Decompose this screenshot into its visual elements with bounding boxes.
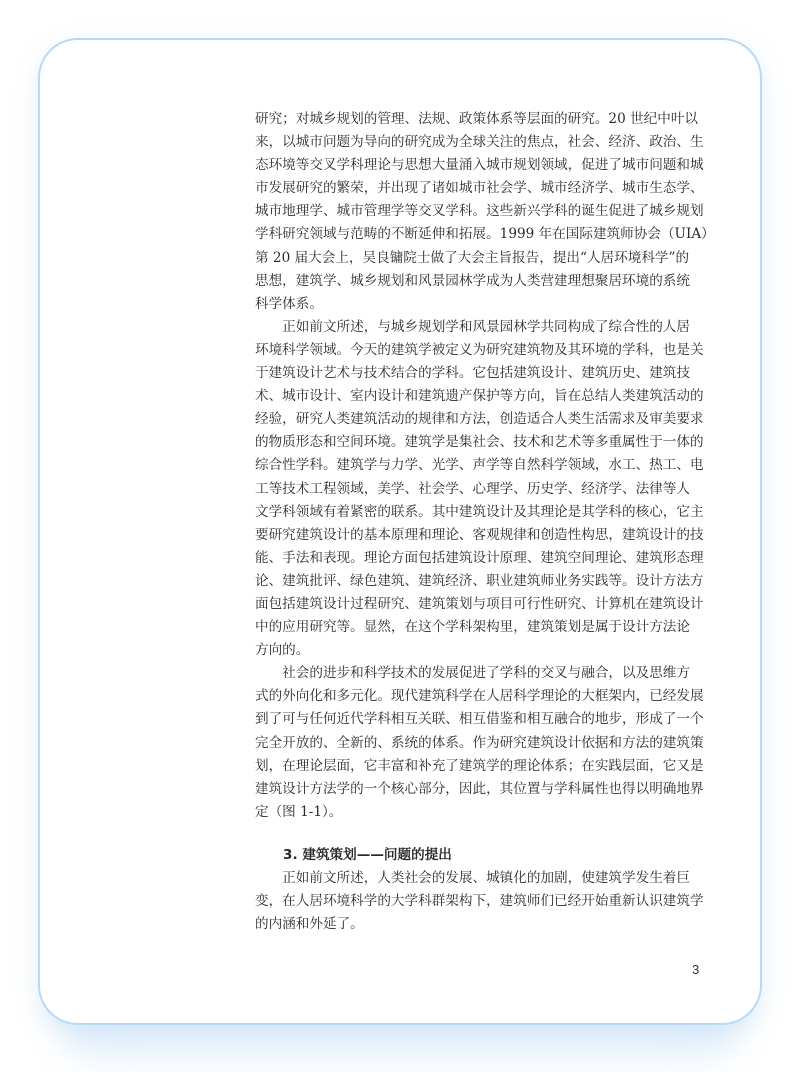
text-line: 市发展研究的繁荣，并出现了诸如城市社会学、城市经济学、城市生态学、	[255, 180, 704, 197]
document-body	[255, 108, 715, 936]
text-line: 要研究建筑设计的基本原理和理论、客观规律和创造性构思，建筑设计的技	[255, 526, 704, 543]
text-line: 工等技术工程领域，美学、社会学、心理学、历史学、经济学、法律等人	[255, 480, 690, 497]
page-number: 3	[692, 962, 700, 977]
text-line: 态环境等交叉学科理论与思想大量涌入城市规划领域，促进了城市问题和城	[255, 157, 704, 174]
paragraph-3	[255, 662, 704, 824]
text-line: 论、建筑批评、绿色建筑、建筑经济、职业建筑师业务实践等。设计方法方	[255, 572, 704, 589]
text-line: 定（图 1-1）。	[255, 803, 343, 820]
text-line: 的内涵和外延了。	[255, 916, 364, 933]
text-line: 方向的。	[255, 642, 310, 659]
text-line: 学科研究领域与范畴的不断延伸和拓展。1999 年在国际建筑师协会（UIA）	[255, 226, 715, 243]
text-line: 城市地理学、城市管理学等交叉学科。这些新兴学科的诞生促进了城乡规划	[255, 203, 704, 220]
text-line: 于建筑设计艺术与技术结合的学科。它包括建筑设计、建筑历史、建筑技	[255, 365, 690, 382]
text-line: 第 20 届大会上，吴良镛院士做了大会主旨报告，提出“人居环境科学”的	[255, 249, 690, 266]
text-line: 术、城市设计、室内设计和建筑遗产保护等方向，旨在总结人类建筑活动的	[255, 388, 704, 405]
text-line: 划，在理论层面，它丰富和补充了建筑学的理论体系；在实践层面，它又是	[255, 757, 704, 774]
text-line: 科学体系。	[255, 295, 323, 312]
text-line: 来，以城市问题为导向的研究成为全球关注的焦点，社会、经济、政治、生	[255, 134, 704, 151]
section-heading: 3. 建筑策划——问题的提出	[283, 846, 452, 863]
text-line: 中的应用研究等。显然，在这个学科架构里，建筑策划是属于设计方法论	[255, 619, 690, 636]
paragraph-2	[255, 316, 704, 662]
text-line: 正如前文所述，与城乡规划学和风景园林学共同构成了综合性的人居	[255, 318, 690, 335]
text-line: 的物质形态和空间环境。建筑学是集社会、技术和艺术等多重属性于一体的	[255, 434, 704, 451]
text-line: 完全开放的、全新的、系统的体系。作为研究建筑设计依据和方法的建筑策	[255, 734, 704, 751]
text-line: 变，在人居环境科学的大学科群架构下，建筑师们已经开始重新认识建筑学	[255, 893, 704, 910]
text-line: 正如前文所述，人类社会的发展、城镇化的加剧，使建筑学发生着巨	[255, 870, 690, 886]
text-line: 社会的进步和科学技术的发展促进了学科的交叉与融合，以及思维方	[255, 665, 690, 682]
text-line: 研究；对城乡规划的管理、法规、政策体系等层面的研究。20 世纪中叶以	[255, 111, 699, 127]
text-line: 环境科学领域。今天的建筑学被定义为研究建筑物及其环境的学科，也是关	[255, 341, 704, 358]
text-line: 式的外向化和多元化。现代建筑科学在人居科学理论的大框架内，已经发展	[255, 688, 704, 705]
text-line: 建筑设计方法学的一个核心部分，因此，其位置与学科属性也得以明确地界	[255, 780, 704, 797]
section-paragraph	[255, 867, 704, 936]
paragraph-1	[255, 108, 715, 316]
text-line: 综合性学科。建筑学与力学、光学、声学等自然科学领域，水工、热工、电	[255, 457, 704, 474]
text-line: 思想，建筑学、城乡规划和风景园林学成为人类营建理想聚居环境的系统	[255, 272, 690, 289]
text-line: 经验，研究人类建筑活动的规律和方法，创造适合人类生活需求及审美要求	[255, 411, 704, 428]
text-line: 面包括建筑设计过程研究、建筑策划与项目可行性研究、计算机在建筑设计	[255, 595, 704, 612]
text-line: 能、手法和表现。理论方面包括建筑设计原理、建筑空间理论、建筑形态理	[255, 549, 704, 566]
text-line: 文学科领域有着紧密的联系。其中建筑设计及其理论是其学科的核心，它主	[255, 503, 704, 520]
text-line: 到了可与任何近代学科相互关联、相互借鉴和相互融合的地步，形成了一个	[255, 711, 704, 728]
